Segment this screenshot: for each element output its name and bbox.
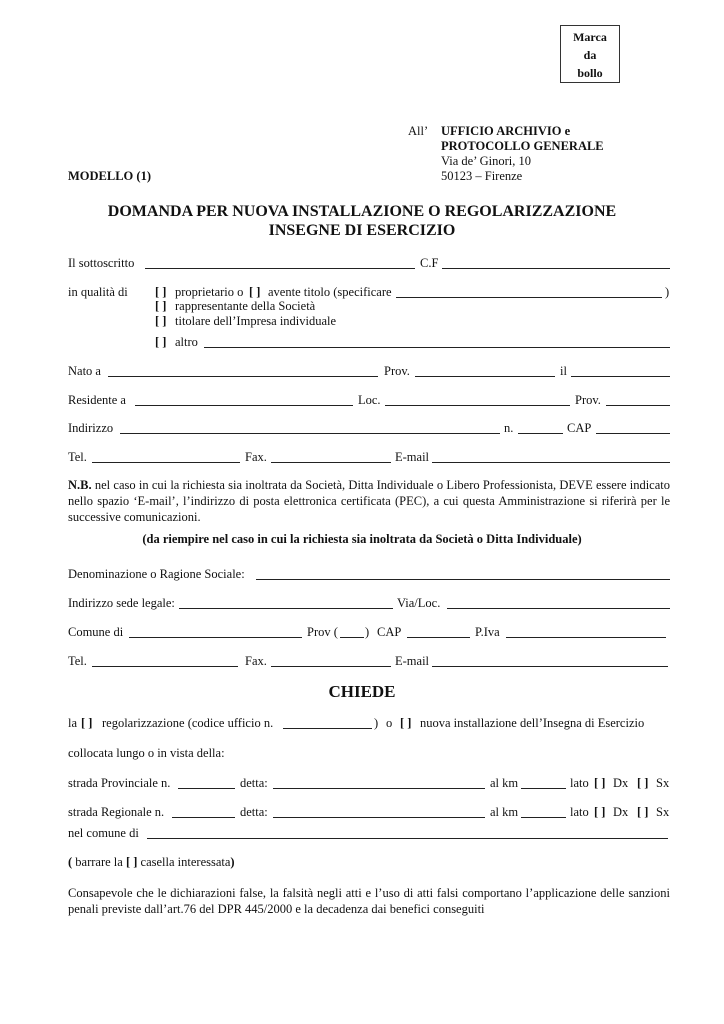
- sp-number-field[interactable]: [178, 788, 235, 789]
- label-collocata: collocata lungo o in vista della:: [68, 746, 225, 760]
- stamp-line: bollo: [577, 66, 603, 80]
- label-il: il: [560, 364, 567, 378]
- denominazione-field[interactable]: [256, 579, 670, 580]
- label-denominazione: Denominazione o Ragione Sociale:: [68, 567, 245, 581]
- label-nel-comune: nel comune di: [68, 826, 139, 840]
- close-paren: ): [374, 716, 379, 730]
- label-loc: Loc.: [358, 393, 381, 407]
- label-la: la: [68, 716, 78, 730]
- checkbox-sp-dx[interactable]: [ ]: [594, 776, 606, 790]
- company-email-field[interactable]: [432, 666, 668, 667]
- cap-field[interactable]: [596, 433, 670, 434]
- nb-paragraph: [68, 477, 670, 525]
- residente-field[interactable]: [135, 405, 353, 406]
- modello-label: MODELLO (1): [68, 169, 151, 183]
- nato-prov-field[interactable]: [415, 376, 555, 377]
- avente-titolo-field[interactable]: [396, 297, 662, 298]
- label-cap: CAP: [567, 421, 592, 435]
- loc-field[interactable]: [385, 405, 570, 406]
- label-regolarizzazione: regolarizzazione (codice ufficio n.: [102, 716, 274, 730]
- recipient-prefix: All’: [408, 124, 429, 138]
- label-sx: Sx: [656, 776, 670, 790]
- label-email: E-mail: [395, 450, 430, 464]
- label-strada-regionale: strada Regionale n.: [68, 805, 165, 819]
- nb-label: N.B.: [68, 478, 92, 492]
- indirizzo-field[interactable]: [120, 433, 500, 434]
- checkbox-sr-dx[interactable]: [ ]: [594, 805, 606, 819]
- label-dx: Dx: [613, 776, 629, 790]
- checkbox-titolare[interactable]: [ ]: [155, 314, 167, 328]
- email-field[interactable]: [432, 462, 670, 463]
- label-avente-titolo: avente titolo (specificare: [268, 285, 392, 299]
- label-tel: Tel.: [68, 450, 87, 464]
- company-cap-field[interactable]: [407, 637, 470, 638]
- label-alkm: al km: [490, 805, 519, 819]
- label-tel: Tel.: [68, 654, 87, 668]
- label-lato: lato: [570, 776, 589, 790]
- nato-date-field[interactable]: [571, 376, 670, 377]
- label-detta: detta:: [240, 776, 268, 790]
- label-titolare: titolare dell’Impresa individuale: [175, 314, 337, 328]
- paren-close: ): [230, 855, 235, 869]
- company-tel-field[interactable]: [92, 666, 238, 667]
- label-prov: Prov.: [384, 364, 410, 378]
- label-nuova: nuova installazione dell’Insegna di Esercizio: [420, 716, 645, 730]
- label-qualita: in qualità di: [68, 285, 128, 299]
- label-lato: lato: [570, 805, 589, 819]
- label-piva: P.Iva: [475, 625, 500, 639]
- label-indirizzo: Indirizzo: [68, 421, 114, 435]
- company-fax-field[interactable]: [271, 666, 391, 667]
- label-detta: detta:: [240, 805, 268, 819]
- barrare-text2: casella interessata: [140, 855, 231, 869]
- label-o: o: [386, 716, 393, 730]
- tel-field[interactable]: [92, 462, 240, 463]
- nel-comune-field[interactable]: [147, 838, 668, 839]
- page-title: DOMANDA PER NUOVA INSTALLAZIONE O REGOLARIZZAZIONE: [107, 203, 617, 220]
- chiede-heading: CHIEDE: [328, 682, 396, 701]
- checkbox-altro[interactable]: [ ]: [155, 335, 167, 349]
- label-prov-open: Prov (: [307, 625, 338, 639]
- sr-number-field[interactable]: [172, 817, 235, 818]
- stamp-line: da: [583, 48, 597, 62]
- label-nato: Nato a: [68, 364, 101, 378]
- piva-field[interactable]: [506, 637, 666, 638]
- codice-ufficio-field[interactable]: [283, 728, 372, 729]
- residente-prov-field[interactable]: [606, 405, 670, 406]
- comune-field[interactable]: [129, 637, 302, 638]
- barrare-note: [68, 855, 235, 870]
- cf-field[interactable]: [442, 268, 670, 269]
- checkbox-regolarizzazione[interactable]: [ ]: [81, 716, 93, 730]
- sp-km-field[interactable]: [521, 788, 566, 789]
- label-proprietario: proprietario o: [175, 285, 244, 299]
- page-subtitle: INSEGNE DI ESERCIZIO: [268, 222, 456, 239]
- label-altro: altro: [175, 335, 198, 349]
- fax-field[interactable]: [271, 462, 391, 463]
- label-cap: CAP: [377, 625, 402, 639]
- sr-km-field[interactable]: [521, 817, 566, 818]
- sottoscritto-field[interactable]: [145, 268, 415, 269]
- nato-field[interactable]: [108, 376, 378, 377]
- company-note: (da riempire nel caso in cui la richiesta sia inoltrata da Società o Ditta Individuale): [142, 532, 582, 546]
- checkbox-proprietario[interactable]: [ ]: [155, 285, 167, 299]
- label-dx: Dx: [613, 805, 629, 819]
- sr-detta-field[interactable]: [273, 817, 485, 818]
- label-fax: Fax.: [245, 654, 267, 668]
- company-prov-field[interactable]: [340, 637, 364, 638]
- stamp-line: Marca: [573, 30, 607, 44]
- declaration-paragraph: Consapevole che le dichiarazioni false, la falsità negli atti e l’uso di atti falsi comportano l’applicazione delle sanzioni penali previste dall’art.76 del DPR 445/2000 e la decadenza dai benefici conseguiti: [68, 886, 670, 916]
- close-paren: ): [665, 285, 670, 299]
- label-sede: Indirizzo sede legale:: [68, 596, 175, 610]
- label-sottoscritto: Il sottoscritto: [68, 256, 135, 270]
- recipient-line: UFFICIO ARCHIVIO e: [441, 124, 571, 138]
- civico-field[interactable]: [518, 433, 563, 434]
- vialoc-field[interactable]: [447, 608, 670, 609]
- recipient-line: 50123 – Firenze: [441, 169, 523, 183]
- paren-open: (: [68, 855, 73, 869]
- altro-field[interactable]: [204, 347, 670, 348]
- label-strada-provinciale: strada Provinciale n.: [68, 776, 171, 790]
- label-alkm: al km: [490, 776, 519, 790]
- checkbox-avente-titolo[interactable]: [ ]: [249, 285, 261, 299]
- checkbox-sp-sx[interactable]: [ ]: [637, 776, 649, 790]
- bracket-example: [ ]: [125, 855, 138, 869]
- checkbox-rappresentante[interactable]: [ ]: [155, 299, 167, 313]
- recipient-line: Via de’ Ginori, 10: [441, 154, 531, 168]
- label-residente: Residente a: [68, 393, 126, 407]
- barrare-text1: barrare la: [75, 855, 123, 869]
- sede-field[interactable]: [179, 608, 393, 609]
- label-comune: Comune di: [68, 625, 124, 639]
- checkbox-sr-sx[interactable]: [ ]: [637, 805, 649, 819]
- label-fax: Fax.: [245, 450, 267, 464]
- label-rappresentante: rappresentante della Società: [175, 299, 316, 313]
- label-email: E-mail: [395, 654, 430, 668]
- label-prov-close: ): [365, 625, 370, 639]
- label-prov: Prov.: [575, 393, 601, 407]
- label-n: n.: [504, 421, 514, 435]
- checkbox-nuova[interactable]: [ ]: [400, 716, 412, 730]
- sp-detta-field[interactable]: [273, 788, 485, 789]
- label-vialoc: Via/Loc.: [397, 596, 441, 610]
- nb-text: nel caso in cui la richiesta sia inoltrata da Società, Ditta Individuale o Libero Professionista, DEVE essere indicato nello spazio ‘E-mail’, l’indirizzo di posta elettronica certificata (PEC), a cui questa Amministrazione si riferirà per le successive comunicazioni.: [68, 478, 671, 524]
- recipient-line: PROTOCOLLO GENERALE: [441, 139, 604, 153]
- label-cf: C.F: [420, 256, 439, 270]
- label-sx: Sx: [656, 805, 670, 819]
- stamp-box: [560, 25, 620, 83]
